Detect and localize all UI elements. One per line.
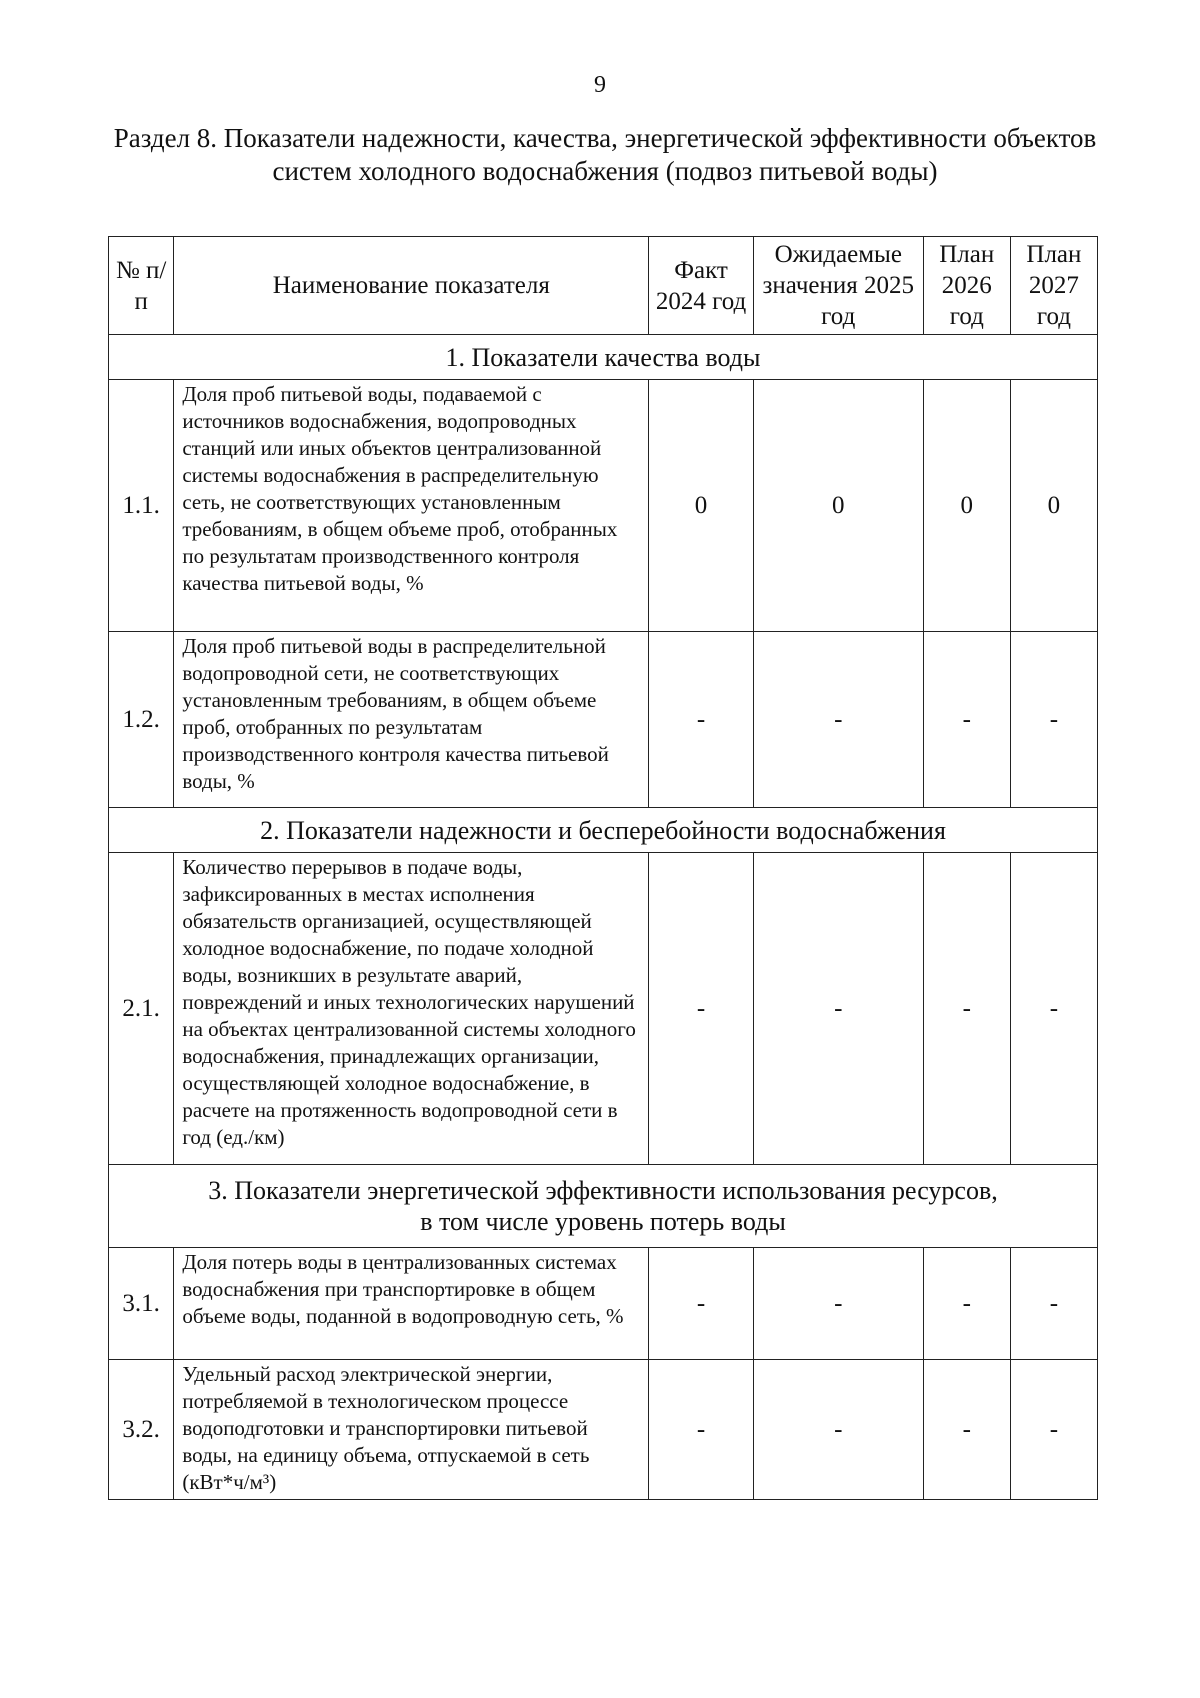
value-fact-2024: - <box>649 632 754 808</box>
table-row <box>109 1248 1098 1360</box>
value-expected-2025: - <box>753 1360 923 1500</box>
indicator-name: Доля потерь воды в централизованных системах водоснабжения при транспортировке в общем объеме воды, поданной в водопроводную сеть, % <box>174 1248 649 1360</box>
indicator-name: Доля проб питьевой воды в распределительной водопроводной сети, не соответствующих установленным требованиям, в общем объеме проб, отобранных по результатам производственного контроля качества питьевой воды, % <box>174 632 649 808</box>
header-fact-2024: Факт 2024 год <box>649 237 754 335</box>
section-row <box>109 1165 1098 1248</box>
section-heading: 2. Показатели надежности и бесперебойности водоснабжения <box>109 808 1098 853</box>
section-title: Раздел 8. Показатели надежности, качества, энергетической эффективности объектов систем холодного водоснабжения (подвоз питьевой воды) <box>113 123 1097 186</box>
section-row <box>109 335 1098 380</box>
value-fact-2024: - <box>649 853 754 1165</box>
value-expected-2025: - <box>753 632 923 808</box>
indicator-name: Удельный расход электрической энергии, потребляемой в технологическом процессе водоподготовки и транспортировки питьевой воды, на единицу объема, отпускаемой в сеть (кВт*ч/м³) <box>174 1360 649 1500</box>
value-plan-2026: - <box>923 853 1010 1165</box>
indicator-name: Количество перерывов в подаче воды, зафиксированных в местах исполнения обязательств организацией, осуществляющей холодное водоснабжение, по подаче холодной воды, возникших в результате аварий, повреждений и иных технологических нарушений на объектах централизованной системы холодного водоснабжения, принадлежащих организации, осуществляющей холодное водоснабжение, в расчете на протяженность водопроводной сети в год (ед./км) <box>174 853 649 1165</box>
table-row <box>109 853 1098 1165</box>
value-plan-2026: - <box>923 632 1010 808</box>
section-row <box>109 808 1098 853</box>
value-expected-2025: - <box>753 853 923 1165</box>
header-expected-2025: Ожидаемые значения 2025 год <box>753 237 923 335</box>
value-expected-2025: - <box>753 1248 923 1360</box>
table-row <box>109 380 1098 632</box>
header-plan-2026: План 2026 год <box>923 237 1010 335</box>
value-plan-2026: - <box>923 1360 1010 1500</box>
value-fact-2024: - <box>649 1248 754 1360</box>
header-num: № п/п <box>109 237 174 335</box>
section-heading: 1. Показатели качества воды <box>109 335 1098 380</box>
value-plan-2027: - <box>1010 853 1097 1165</box>
value-plan-2027: - <box>1010 632 1097 808</box>
value-plan-2026: 0 <box>923 380 1010 632</box>
header-name: Наименование показателя <box>174 237 649 335</box>
row-number: 1.2. <box>109 632 174 808</box>
header-plan-2027: План 2027 год <box>1010 237 1097 335</box>
value-plan-2027: - <box>1010 1248 1097 1360</box>
indicator-name: Доля проб питьевой воды, подаваемой с источников водоснабжения, водопроводных станций или иных объектов централизованной системы водоснабжения в распределительную сеть, не соответствующих установленным требованиям, в общем объеме проб, отобранных по результатам производственного контроля качества питьевой воды, % <box>174 380 649 632</box>
page-number: 9 <box>594 72 606 98</box>
value-plan-2027: 0 <box>1010 380 1097 632</box>
indicators-table <box>108 236 1098 1500</box>
value-fact-2024: 0 <box>649 380 754 632</box>
value-expected-2025: 0 <box>753 380 923 632</box>
row-number: 3.2. <box>109 1360 174 1500</box>
header-row <box>109 237 1098 335</box>
row-number: 1.1. <box>109 380 174 632</box>
value-plan-2027: - <box>1010 1360 1097 1500</box>
value-plan-2026: - <box>923 1248 1010 1360</box>
value-fact-2024: - <box>649 1360 754 1500</box>
row-number: 3.1. <box>109 1248 174 1360</box>
row-number: 2.1. <box>109 853 174 1165</box>
table-row <box>109 632 1098 808</box>
table-row <box>109 1360 1098 1500</box>
section-heading: 3. Показатели энергетической эффективности использования ресурсов, в том числе уровень потерь воды <box>109 1165 1098 1248</box>
